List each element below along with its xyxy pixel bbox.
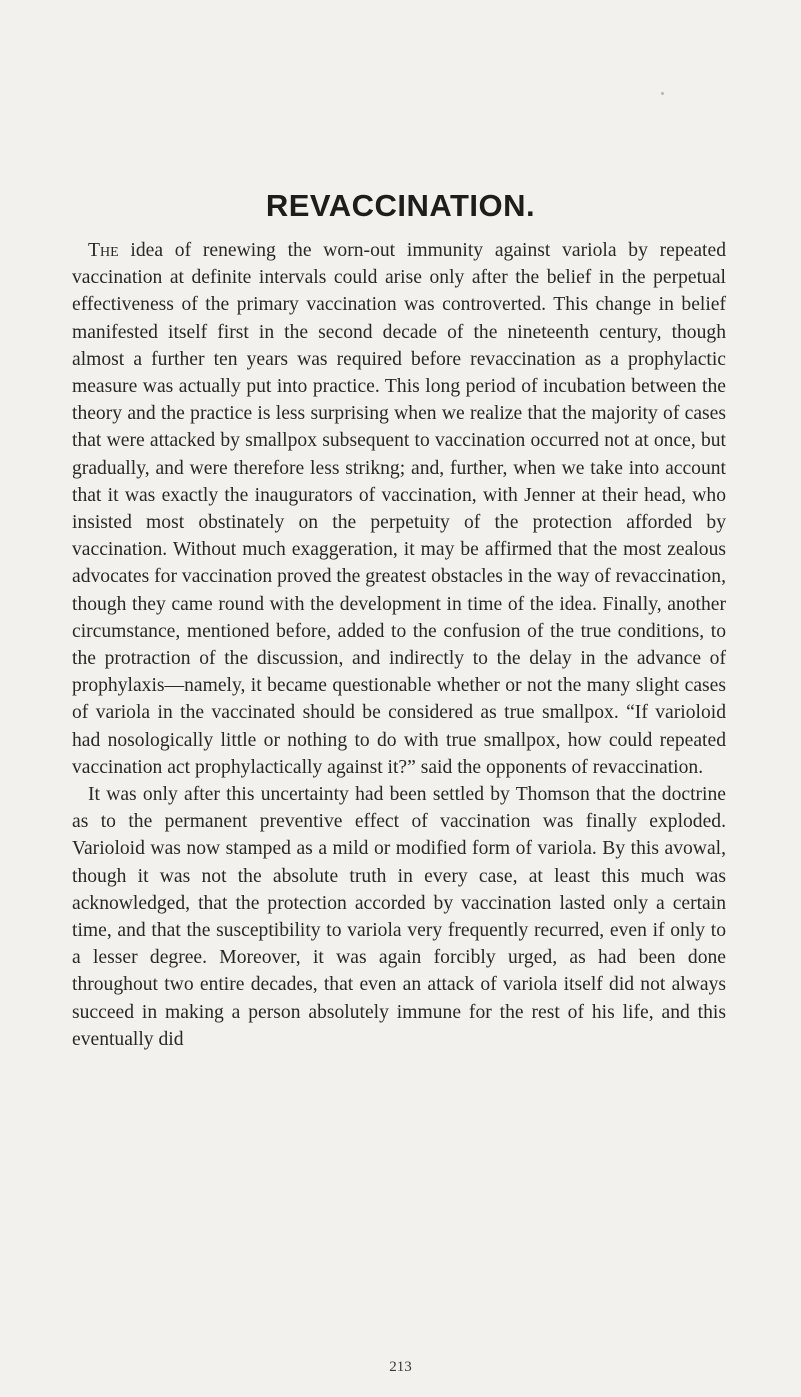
chapter-heading: REVACCINATION. — [265, 188, 536, 223]
page-number: 213 — [389, 1359, 412, 1375]
body-text — [72, 237, 726, 1053]
paragraph-1-lead-word: The — [88, 240, 119, 261]
paragraph-2: It was only after this uncertainty had been settled by Thomson that the doctrine as to the permanent preventive effect of vaccination was finally exploded. Varioloid was now stamped as a mild or modified form of variola. By this avowal, though it was not the absolute truth in every case, at least this much was acknowledged, that the protection accorded by vaccination lasted only a certain time, and that the susceptibility to variola very frequently recurred, even if only to a lesser degree. Moreover, it was again forcibly urged, as had been done throughout two entire decades, that even an attack of variola itself did not always succeed in making a person absolutely immune for the rest of his life, and this eventually did — [72, 784, 726, 1050]
paragraph-1 — [72, 237, 726, 781]
paragraph-1-text: idea of renewing the worn-out immunity against variola by repeated vaccination at definite intervals could arise only after the belief in the perpetual effectiveness of the primary vaccination was controverted. This change in belief manifested itself first in the second decade of the nineteenth century, though almost a further ten years was required before revaccination as a prophylactic measure was actually put into practice. This long period of incubation between the theory and the practice is less surprising when we realize that the majority of cases that were attacked by smallpox subsequent to vaccination occurred not at once, but gradually, and were therefore less strikng; and, further, when we take into account that it was exactly the inaugurators of vaccination, with Jenner at their head, who insisted most obstinately on the perpetuity of the protection afforded by vaccination. Without much exaggeration, it may be affirmed that the most zealous advocates for vaccination proved the greatest obstacles in the way of revaccination, though they came round with the development in time of the idea. Finally, another circumstance, mentioned before, added to the confusion of the true conditions, to the protraction of the discussion, and indirectly to the delay in the advance of prophylaxis—namely, it became questionable whether or not the many slight cases of variola in the vaccinated should be considered as true smallpox. “If varioloid had nosologically little or nothing to do with true smallpox, how could repeated vaccination act prophylactically against it?” said the opponents of revaccination. — [72, 240, 726, 778]
paper-speck — [661, 92, 664, 95]
